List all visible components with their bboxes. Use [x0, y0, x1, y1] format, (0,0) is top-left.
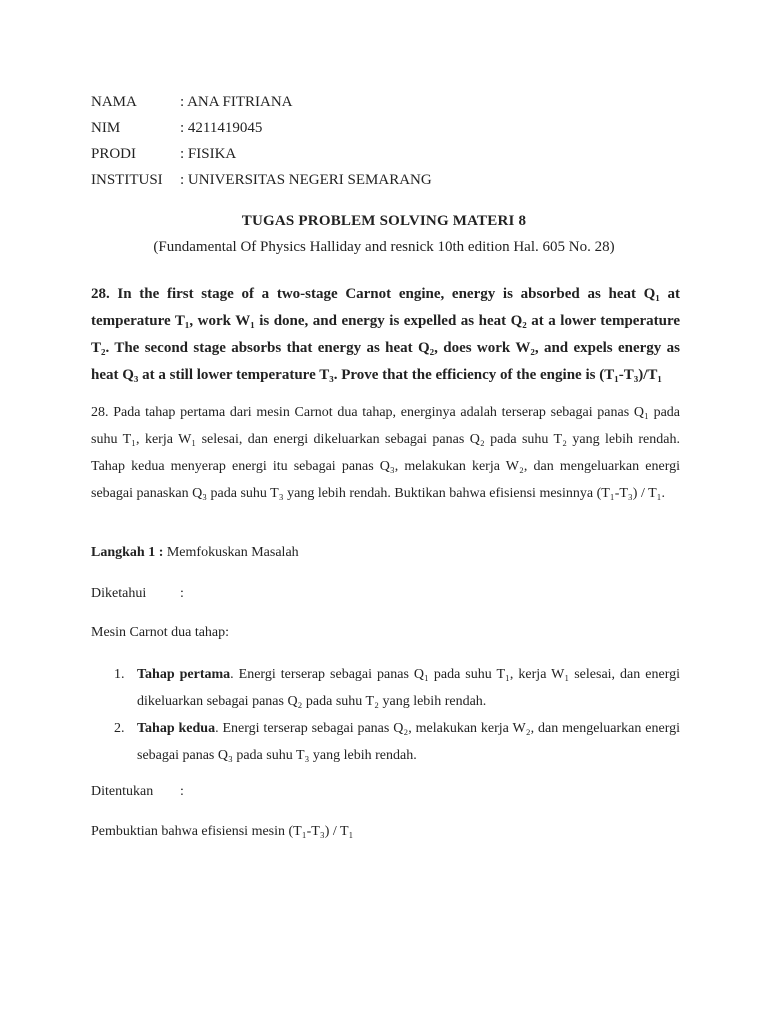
header-label-nama: NAMA: [91, 94, 137, 110]
document-title: TUGAS PROBLEM SOLVING MATERI 8: [241, 213, 527, 229]
list-item-number: 2.: [114, 721, 125, 736]
known-colon: :: [180, 586, 184, 601]
header-value-nama: : ANA FITRIANA: [180, 94, 293, 110]
header-value-institusi: : UNIVERSITAS NEGERI SEMARANG: [180, 172, 432, 188]
step-heading-label: Langkah 1 :: [91, 545, 164, 560]
header-label-prodi: PRODI: [91, 146, 137, 162]
known-label: Diketahui: [91, 586, 147, 601]
engine-intro: Mesin Carnot dua tahap:: [91, 625, 230, 640]
problem-statement-indonesian: 28. Pada tahap pertama dari mesin Carnot dua tahap, energinya adalah terserap sebagai panas Q₁ pada suhu T₁, kerja W₁ selesai, dan energi dikeluarkan sebagai panas Q₂ pada suhu T₂ yang lebih rendah. Tahap kedua menyerap energi itu sebagai panas Q₃, melakukan kerja W₂, dan mengeluarkan energi sebagai panaskan Q₃ pada suhu T₃ yang lebih rendah. Buktikan bahwa efisiensi mesinnya (T₁-T₃) / T₁.: [91, 405, 680, 501]
list-item-title: Tahap pertama: [137, 667, 231, 682]
step-heading: [91, 545, 299, 561]
proof-statement: Pembuktian bahwa efisiensi mesin (T₁-T₃) / T₁: [91, 824, 354, 839]
document-subtitle: (Fundamental Of Physics Halliday and resnick 10th edition Hal. 605 No. 28): [153, 239, 615, 255]
header-value-nim: : 4211419045: [180, 120, 263, 136]
list-item-text: . Energi terserap sebagai panas Q₁ pada suhu T₁, kerja W₁ selesai, dan energi dikeluarkan sebagai panas Q₂ pada suhu T₂ yang lebih rendah.: [137, 667, 680, 709]
list-item-text: . Energi terserap sebagai panas Q₂, melakukan kerja W₂, dan mengeluarkan energi sebagai panas Q₃ pada suhu T₃ yang lebih rendah.: [137, 721, 680, 763]
asked-label: Ditentukan: [91, 784, 154, 799]
list-item-title: Tahap kedua: [137, 721, 216, 736]
problem-statement-english: 28. In the first stage of a two-stage Carnot engine, energy is absorbed as heat Q₁ at temperature T₁, work W₁ is done, and energy is expelled as heat Q₂ at a lower temperature T₂. The second stage absorbs that energy as heat Q₂, does work W₂, and expels energy as heat Q₃ at a still lower temperature T₃. Prove that the efficiency of the engine is (T₁-T₃)/T₁: [91, 286, 680, 383]
list-item: [114, 715, 680, 769]
asked-colon: :: [180, 784, 184, 799]
list-item: [114, 661, 680, 715]
step-heading-text: Memfokuskan Masalah: [166, 545, 299, 560]
header-value-prodi: : FISIKA: [180, 146, 237, 162]
stage-list: [114, 661, 680, 769]
list-item-number: 1.: [114, 667, 125, 682]
header-label-nim: NIM: [91, 120, 121, 136]
header-label-institusi: INSTITUSI: [91, 172, 163, 188]
